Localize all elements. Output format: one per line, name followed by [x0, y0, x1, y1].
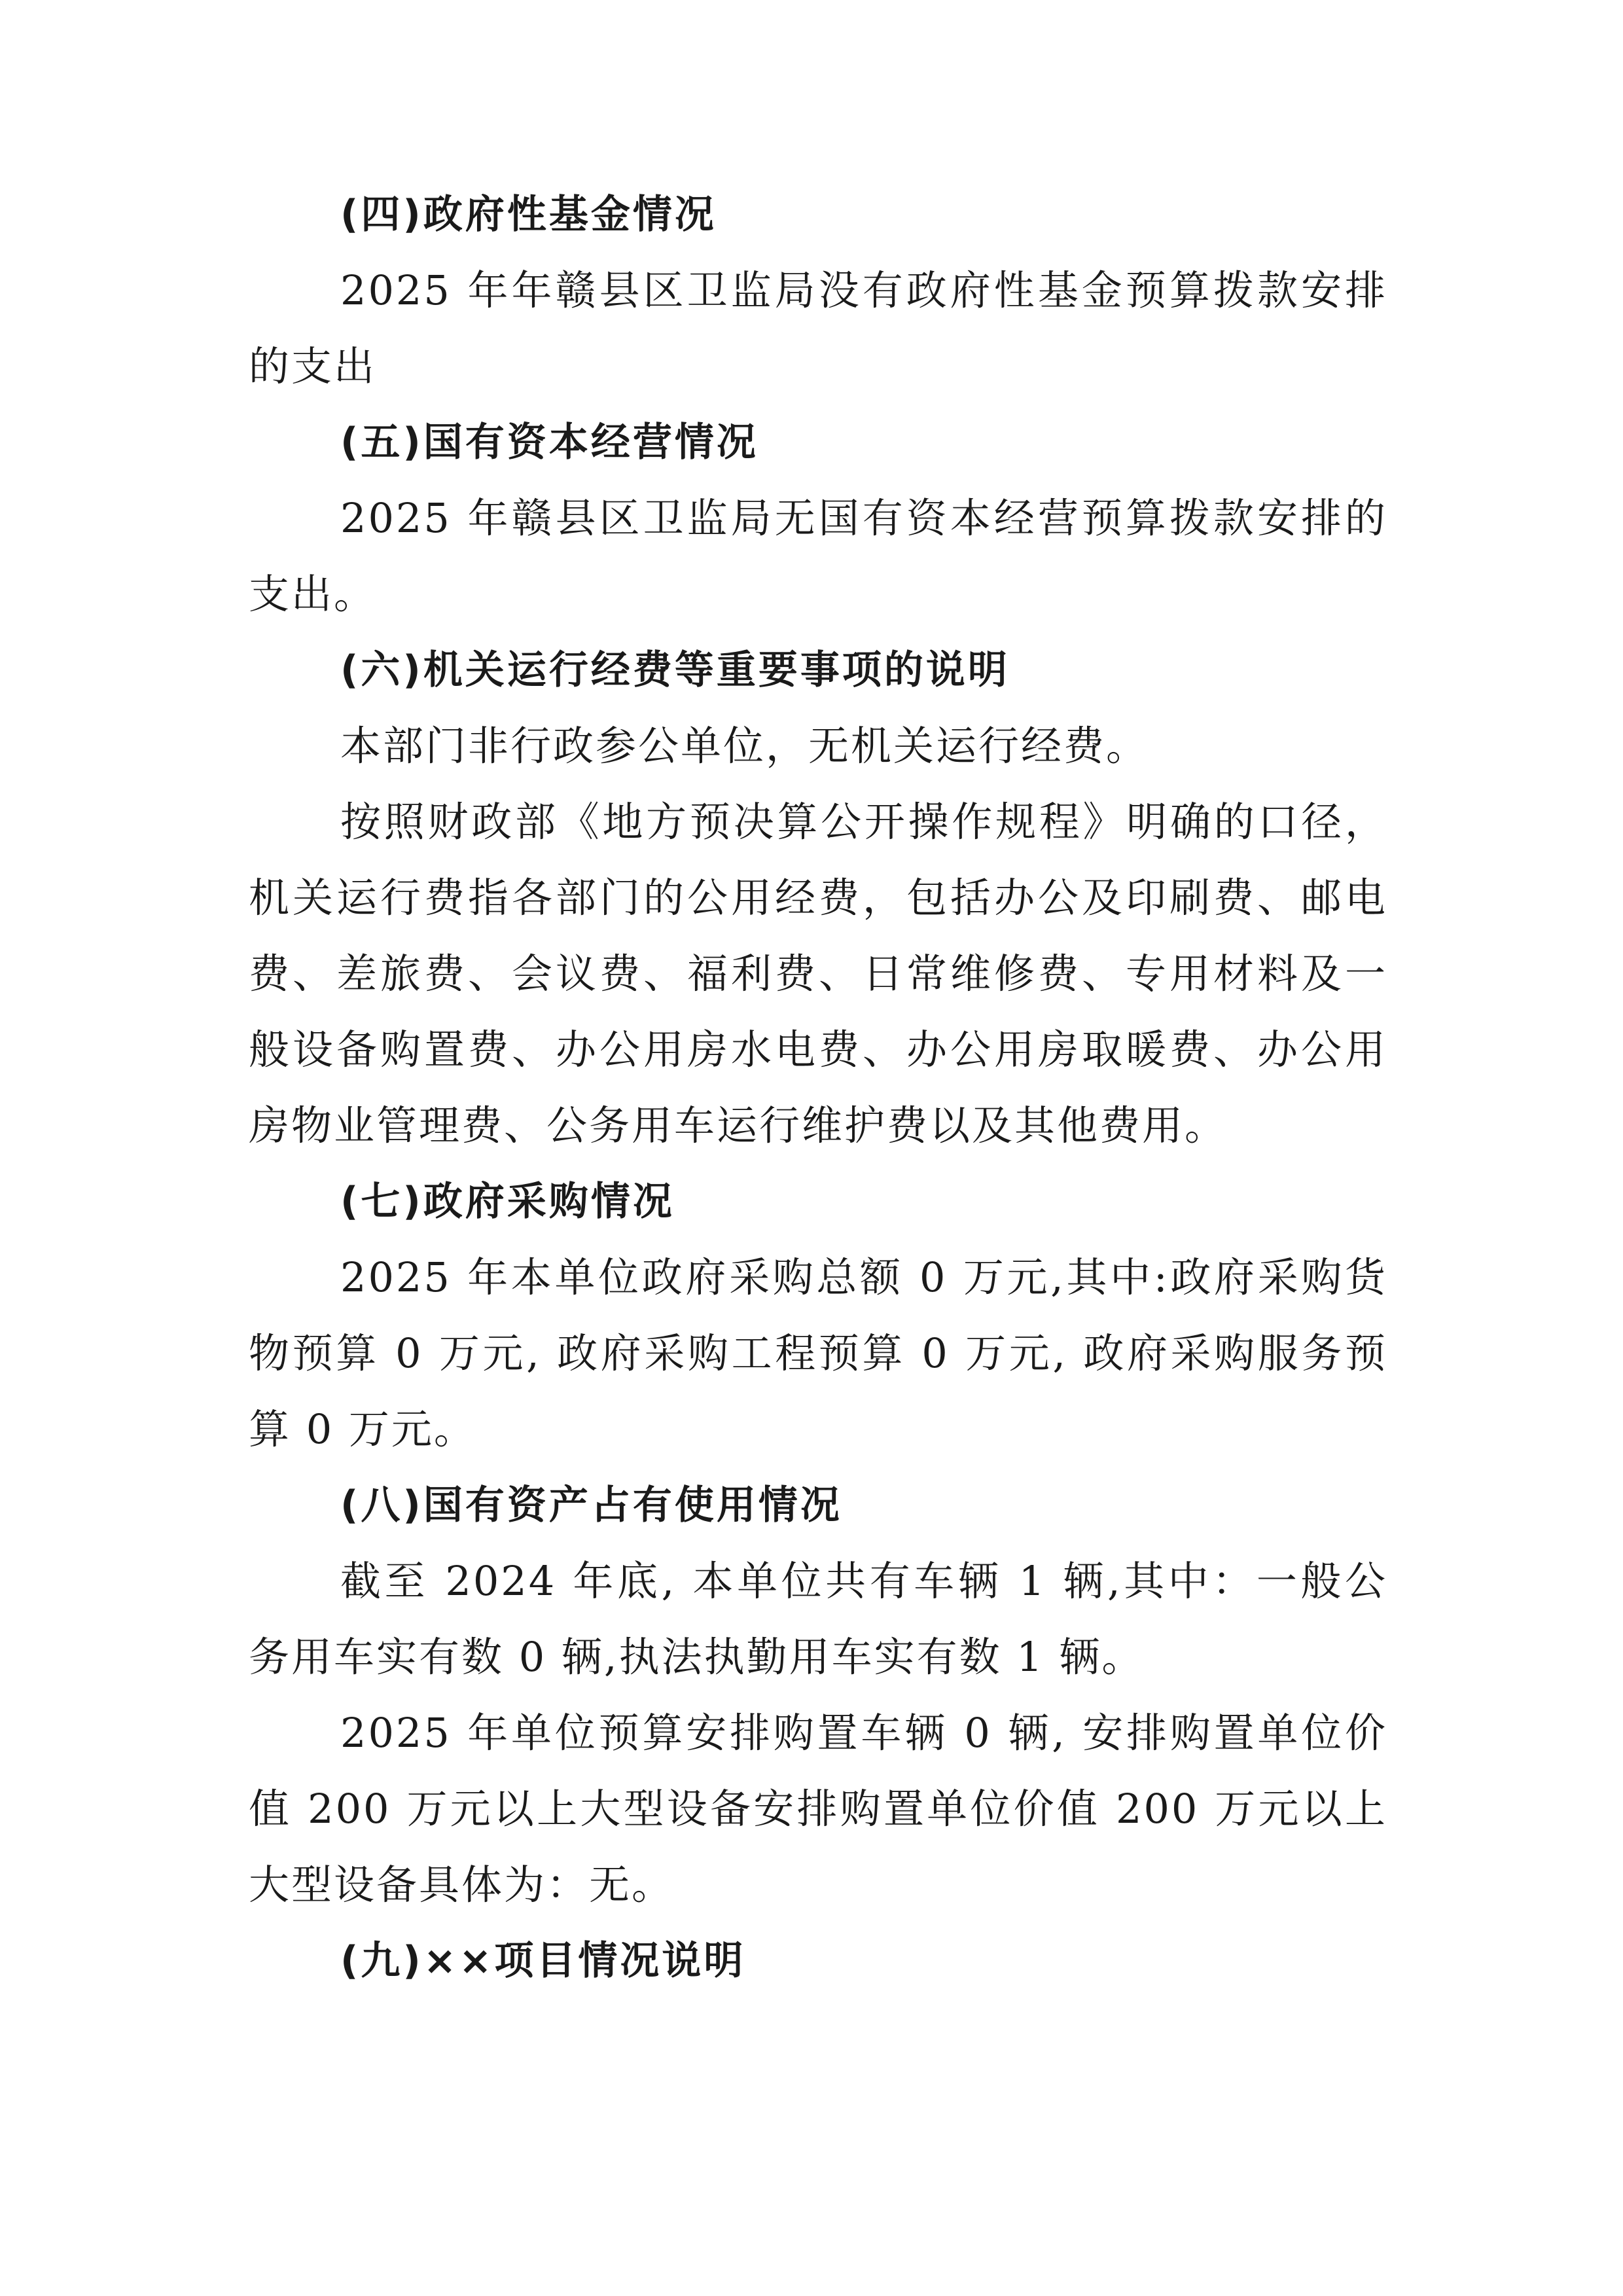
state-capital-paragraph: 2025 年赣县区卫监局无国有资本经营预算拨款安排的支出。: [249, 494, 1387, 618]
section-heading-state-capital: (五)国有资本经营情况: [340, 420, 758, 465]
section-heading-government-fund: (四)政府性基金情况: [340, 192, 717, 238]
document-body: [249, 177, 1387, 1999]
procurement-paragraph: 2025 年本单位政府采购总额 0 万元,其中:政府采购货物预算 0 万元, 政府采购工程预算 0 万元, 政府采购服务预算 0 万元。: [249, 1253, 1387, 1453]
government-fund-paragraph: 2025 年年赣县区卫监局没有政府性基金预算拨款安排的支出: [249, 266, 1387, 390]
section-heading-operating-funds: (六)机关运行经费等重要事项的说明: [340, 647, 1010, 693]
state-assets-paragraph-1: 截至 2024 年底, 本单位共有车辆 1 辆,其中：一般公务用车实有数 0 辆,执法执勤用车实有数 1 辆。: [249, 1557, 1387, 1681]
state-assets-paragraph-2: 2025 年单位预算安排购置车辆 0 辆, 安排购置单位价值 200 万元以上大型设备安排购置单位价值 200 万元以上大型设备具体为：无。: [249, 1709, 1387, 1909]
section-heading-state-assets: (八)国有资产占有使用情况: [340, 1482, 842, 1528]
section-heading-procurement: (七)政府采购情况: [340, 1179, 675, 1225]
section-heading-project: (九)××项目情况说明: [340, 1938, 746, 1984]
operating-funds-paragraph-2: 按照财政部《地方预决算公开操作规程》明确的口径，机关运行费指各部门的公用经费，包括办公及印刷费、邮电费、差旅费、会议费、福利费、日常维修费、专用材料及一般设备购置费、办公用房水电费、办公用房取暖费、办公用房物业管理费、公务用车运行维护费以及其他费用。: [249, 798, 1387, 1149]
operating-funds-paragraph-1: 本部门非行政参公单位，无机关运行经费。: [340, 722, 1149, 770]
